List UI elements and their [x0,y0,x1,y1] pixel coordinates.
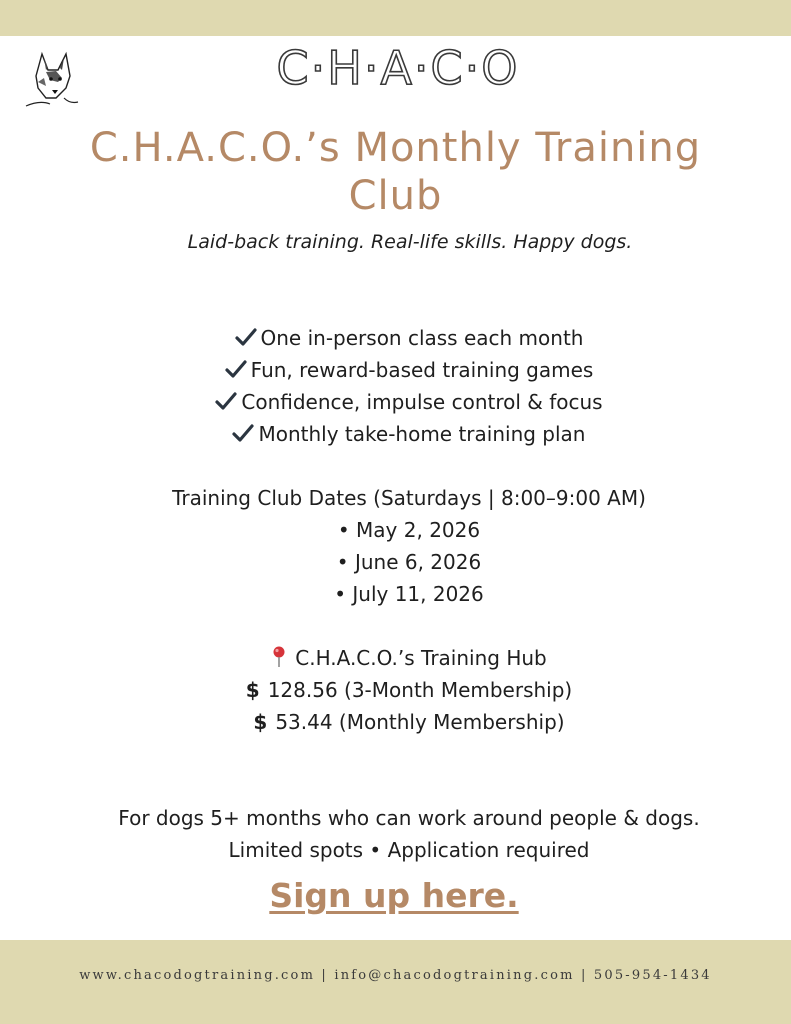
location-line [0,642,791,674]
price-text: 53.44 (Monthly Membership) [275,710,565,734]
feature-item [0,354,791,386]
feature-item [0,322,791,354]
signup-link[interactable]: Sign up here. [269,876,519,915]
date-item: • July 11, 2026 [334,582,484,606]
feature-item [0,418,791,450]
checkmark-icon [232,423,254,443]
feature-list [0,322,791,450]
map-pin-icon [271,646,287,668]
feature-item-text: Monthly take-home training plan [258,422,586,446]
location-pricing-section [0,642,791,738]
feature-item [0,386,791,418]
dog-head-sketch-icon [22,48,84,110]
checkmark-icon [215,391,237,411]
checkmark-icon [225,359,247,379]
eligibility-line: For dogs 5+ months who can work around people & dogs. [118,806,700,830]
page-title: C.H.A.C.O.’s Monthly Training Club [89,125,702,219]
feature-item-text: Fun, reward-based training games [250,358,594,382]
dates-section [0,482,791,610]
footer-contact: www.chacodogtraining.com | info@chacodogtraining.com | 505-954-1434 [79,968,712,983]
dollar-icon: $ [245,678,260,702]
dates-heading: Training Club Dates (Saturdays | 8:00–9:00 AM) [172,486,646,510]
date-item: • June 6, 2026 [336,550,482,574]
brand-logo-text: C·H·A·C·O [276,42,520,94]
price-line [0,674,791,706]
feature-item-text: Confidence, impulse control & focus [241,390,603,414]
dollar-icon: $ [253,710,268,734]
location-name: C.H.A.C.O.’s Training Hub [295,646,547,670]
price-text: 128.56 (3-Month Membership) [267,678,573,702]
eligibility-section [0,802,791,866]
brand-logo [216,42,580,94]
top-band [0,0,791,36]
date-item: • May 2, 2026 [337,518,481,542]
price-line [0,706,791,738]
tagline: Laid-back training. Real-life skills. Happy dogs. [187,231,633,253]
checkmark-icon [235,327,257,347]
eligibility-line: Limited spots • Application required [228,838,590,862]
feature-item-text: One in-person class each month [260,326,584,350]
